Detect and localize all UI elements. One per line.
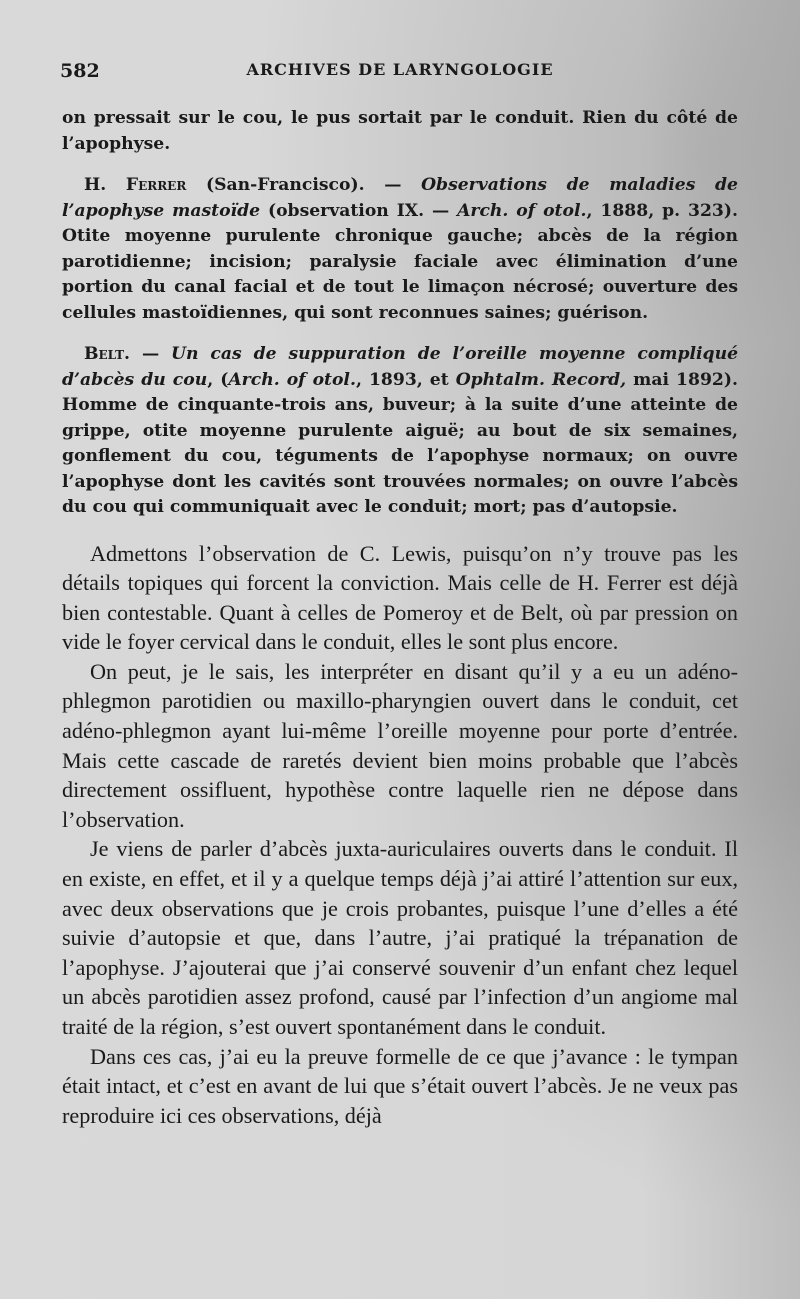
ferrer-author: H. Ferrer: [84, 175, 187, 195]
belt-title: Un cas de suppuration de l’oreille moyenne compliqué d’abcès du cou: [62, 344, 738, 390]
page-header: [60, 60, 740, 88]
belt-citation: [62, 342, 738, 521]
body-paragraph: Je viens de parler d’abcès juxta-auriculaires ouverts dans le conduit. Il en existe, en effet, et il y a quelque temps déjà j’ai attiré l’attention sur eux, avec deux observations que je crois probantes, puisque l’une d’elles a été suivie d’autopsie et que, dans l’autre, j’ai pratiqué la trépanation de l’apophyse. J’ajouterai que j’ai conservé souvenir d’un enfant chez lequel un abcès parotidien assez profond, causé par l’infection d’un angiome mal traité de la région, s’est ouvert spontanément dans le conduit.: [62, 836, 738, 1039]
ferrer-place: (San-Francisco). —: [186, 175, 422, 195]
belt-journal-2: Ophtalm. Record,: [455, 369, 627, 390]
main-text: [62, 539, 738, 1131]
page-content: [62, 106, 738, 1130]
ferrer-citation: [62, 173, 738, 326]
continued-paragraph: [62, 106, 738, 157]
belt-mid: , 1893, et: [355, 369, 456, 390]
body-paragraph: On peut, je le sais, les interpréter en disant qu’il y a eu un adéno-phlegmon parotidien ou maxillo-pharyngien ouvert dans le conduit, cet adéno-phlegmon ayant lui-même l’oreille moyenne pour porte d’entrée. Mais cette cascade de raretés devient bien moins probable que l’abcès directement ossifluent, hypothèse contre laquelle rien ne dépose dans l’observation.: [62, 658, 738, 832]
ferrer-journal: Arch. of otol.: [457, 200, 587, 221]
running-head: ARCHIVES DE LARYNGOLOGIE: [246, 60, 554, 79]
belt-dash: —: [130, 344, 172, 364]
belt-journal-1: Arch. of otol.: [228, 369, 356, 390]
belt-citation-text: [62, 342, 738, 521]
body-paragraph: Dans ces cas, j’ai eu la preuve formelle de ce que j’avance : le tympan était intact, et c’est en avant de lui que s’était ouvert l’abcès. Je ne veux pas reproduire ici ces observations, déjà: [62, 1043, 738, 1128]
continued-paragraph-text: on pressait sur le cou, le pus sortait par le conduit. Rien du côté de l’apophyse.: [62, 108, 738, 154]
belt-rest: mai 1892). Homme de cinquante-trois ans, buveur; à la suite d’une atteinte de grippe, otite moyenne purulente aiguë; au bout de six semaines, gonflement du cou, téguments de l’apophyse normaux; on ouvre l’apophyse dont les cavités sont trouvées normales; on ouvre l’abcès du cou qui communiquait avec le conduit; mort; pas d’autopsie.: [62, 369, 739, 517]
page-number: 582: [60, 60, 100, 82]
belt-open: , (: [207, 369, 229, 390]
belt-author: Belt.: [84, 344, 131, 364]
body-paragraph: Admettons l’observation de C. Lewis, puisqu’on n’y trouve pas les détails topiques qui forcent la conviction. Mais celle de H. Ferrer est déjà bien contestable. Quant à celles de Pomeroy et de Belt, où par pression on vide le foyer cervical dans le conduit, elles le sont plus encore.: [62, 540, 738, 655]
ferrer-after-title: (observation IX. —: [260, 200, 458, 221]
ferrer-rest: , 1888, p. 323). Otite moyenne purulente chronique gauche; abcès de la région parotidienne; incision; paralysie faciale avec élimination d’une portion du canal facial et de tout le limaçon nécrosé; ouverture des cellules mastoïdiennes, qui sont reconnues saines; guérison.: [62, 200, 738, 323]
ferrer-citation-text: [62, 173, 738, 326]
ferrer-title: Observations de maladies de l’apophyse mastoïde: [62, 175, 738, 221]
